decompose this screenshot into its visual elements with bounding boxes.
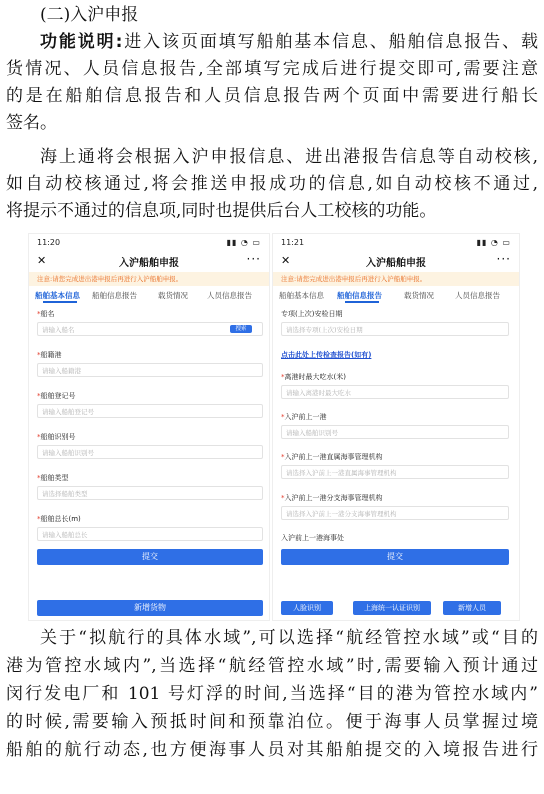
field-label: *入沪前上一港分支海事管理机构: [281, 494, 383, 502]
paragraph-line: 闵行发电厂和 101 号灯浮的时间,当选择“目的港为管控水域内”: [6, 684, 538, 704]
tab-crew-report[interactable]: 人员信息报告: [455, 291, 500, 300]
add-crew-button[interactable]: 新增人员: [443, 601, 501, 615]
tab-basic-info[interactable]: 船舶基本信息: [279, 291, 324, 300]
paragraph-line: 功能说明:进入该页面填写船舶基本信息、船舶信息报告、载: [40, 32, 538, 52]
ship-name-input[interactable]: 请输入船名: [37, 322, 263, 336]
field-label: *船名: [37, 310, 55, 318]
phone-screenshot-basic-info: [28, 233, 270, 621]
status-icons: ▮▮ ◔ ▭: [476, 238, 511, 247]
close-icon[interactable]: ✕: [37, 254, 47, 267]
tab-cargo[interactable]: 载货情况: [404, 291, 434, 300]
paragraph-line: 将提示不通过的信息项,同时也提供后台人工校核的功能。: [6, 201, 437, 221]
app-header: [273, 252, 519, 270]
paragraph-line: 关于“拟航行的具体水域”,可以选择“航经管控水域”或“目的: [40, 628, 538, 648]
section-title: (二)入沪申报: [40, 5, 139, 25]
paragraph-line: 的时候,需要输入预抵时间和预靠泊位。便于海事人员掌握过境: [6, 712, 538, 732]
add-cargo-button[interactable]: 新增货物: [37, 600, 263, 616]
search-button[interactable]: 搜索: [230, 325, 252, 333]
previous-port-msa-select[interactable]: 请选择入沪前上一港直属海事管理机构: [281, 465, 509, 479]
previous-port-input[interactable]: 请输入船舶识别号: [281, 425, 509, 439]
paragraph-line: 港为管控水域内”,当选择“航经管控水域”时,需要输入预计通过: [6, 656, 538, 676]
field-label: 入沪前上一港海事处: [281, 534, 344, 542]
paragraph-line: 海上通将会根据入沪申报信息、进出港报告信息等自动校核,: [40, 147, 538, 167]
status-time: 11:21: [281, 238, 305, 247]
tab-vessel-report[interactable]: 船舶信息报告: [337, 291, 382, 300]
active-tab-indicator: [43, 301, 77, 303]
field-label: *船舶类型: [37, 474, 69, 482]
ship-length-input[interactable]: 请输入船舶总长: [37, 527, 263, 541]
max-draft-input[interactable]: 请输入离港时最大吃水: [281, 385, 509, 399]
inspection-date-select[interactable]: 请选择专项(上次)安检日期: [281, 322, 509, 336]
paragraph-line: 货情况、人员信息报告,全部填写完成后进行提交即可,需要注意: [6, 59, 538, 79]
submit-button[interactable]: 提交: [37, 549, 263, 565]
notice-banner: 注意:请您完成进出港申报后再进行入沪船舶申报。: [273, 272, 519, 286]
status-icons: ▮▮ ◔ ▭: [226, 238, 261, 247]
field-label: *入沪前上一港: [281, 413, 327, 421]
tab-basic-info[interactable]: 船舶基本信息: [35, 291, 80, 300]
paragraph-line: 如自动校核通过,将会推送申报成功的信息,如自动校核不通过,: [6, 174, 538, 194]
upload-report-link[interactable]: 点击此处上传检查报告(如有): [281, 351, 372, 359]
notice-banner: 注意:请您完成进出港申报后再进行入沪船舶申报。: [29, 272, 269, 286]
field-label: *离港时最大吃水(米): [281, 373, 346, 381]
tab-crew-report[interactable]: 人员信息报告: [207, 291, 252, 300]
active-tab-indicator: [345, 301, 379, 303]
app-header: [29, 252, 269, 270]
tab-bar: [29, 287, 269, 303]
phone-screenshot-vessel-report: [272, 233, 520, 621]
paragraph-line: 签名。: [6, 113, 57, 133]
status-time: 11:20: [37, 238, 61, 247]
more-icon[interactable]: ···: [246, 252, 261, 266]
app-title: 入沪船舶申报: [366, 258, 426, 269]
ship-type-select[interactable]: 请选择船舶类型: [37, 486, 263, 500]
tab-cargo[interactable]: 载货情况: [158, 291, 188, 300]
function-label: 功能说明:: [40, 32, 123, 52]
paragraph-line: 的是在船舶信息报告和人员信息报告两个页面中需要进行船长: [6, 86, 538, 106]
field-label: *船舶登记号: [37, 392, 76, 400]
registry-port-input[interactable]: 请输入船籍港: [37, 363, 263, 377]
face-recognition-button[interactable]: 人脸识别: [281, 601, 333, 615]
identification-number-input[interactable]: 请输入船舶识别号: [37, 445, 263, 459]
tab-bar: [273, 287, 519, 303]
field-label: *船舶识别号: [37, 433, 76, 441]
field-label: *入沪前上一港直属海事管理机构: [281, 453, 383, 461]
more-icon[interactable]: ···: [496, 252, 511, 266]
status-bar: [281, 238, 511, 250]
tab-vessel-report[interactable]: 船舶信息报告: [92, 291, 137, 300]
close-icon[interactable]: ✕: [281, 254, 291, 267]
paragraph-line: 船舶的航行动态,也方便海事人员对其船舶提交的入境报告进行: [6, 740, 538, 760]
app-title: 入沪船舶申报: [119, 258, 179, 269]
registration-number-input[interactable]: 请输入船舶登记号: [37, 404, 263, 418]
field-label: *船籍港: [37, 351, 62, 359]
previous-port-branch-select[interactable]: 请选择入沪前上一港分支海事管理机构: [281, 506, 509, 520]
shanghai-auth-button[interactable]: 上海统一认证识别: [353, 601, 431, 615]
submit-button[interactable]: 提交: [281, 549, 509, 565]
field-label: *船舶总长(m): [37, 515, 81, 523]
status-bar: [37, 238, 261, 250]
field-label: 专项(上次)安检日期: [281, 310, 343, 318]
